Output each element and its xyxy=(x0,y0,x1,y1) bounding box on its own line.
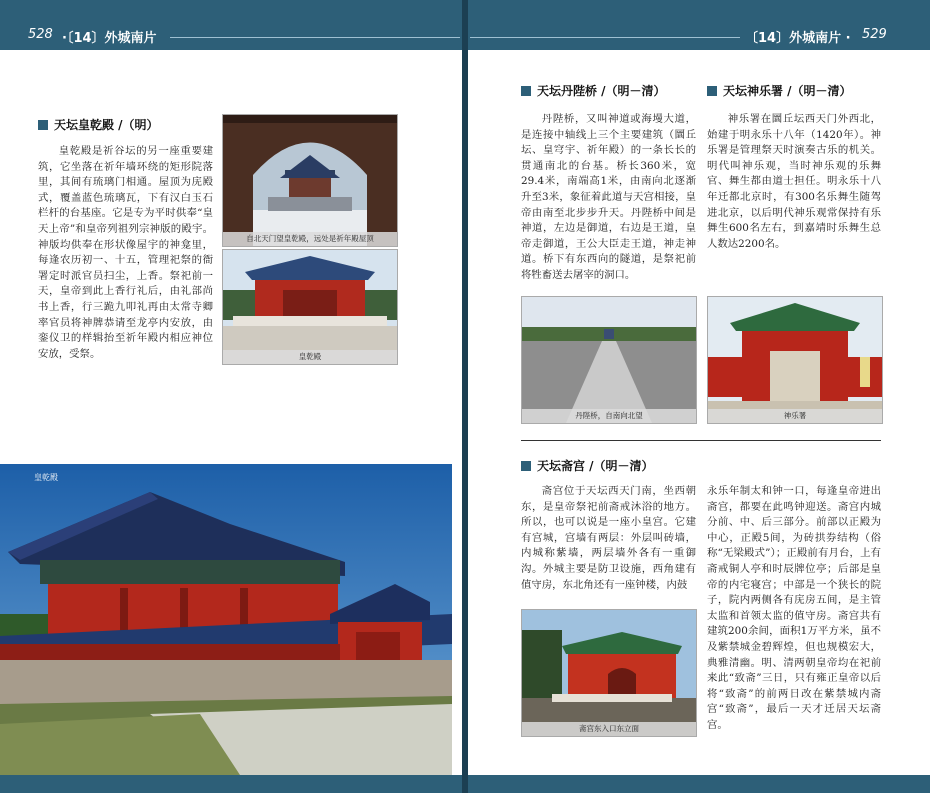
zhaigong-text-right xyxy=(707,484,881,734)
shenyueshu-caption: 神乐署 xyxy=(708,409,882,423)
huanggandian-text xyxy=(38,144,213,362)
zhaigong-caption: 斋宫东入口东立面 xyxy=(522,722,696,736)
danbiqiao-caption: 丹陛桥，自南向北望 xyxy=(522,409,696,423)
shenyueshu-text xyxy=(707,112,881,252)
huanggandian-small-image xyxy=(223,250,397,364)
shenyueshu-photo xyxy=(707,296,883,424)
book-spine xyxy=(462,0,468,793)
huanggandian-small-photo xyxy=(222,249,398,365)
left-page-number: 528 xyxy=(28,27,53,42)
huanggandian-large-image xyxy=(0,464,452,775)
danbiqiao-text xyxy=(521,112,696,284)
left-chapter-title: ·〔14〕外城南片 xyxy=(62,31,157,46)
zhaigong-heading xyxy=(521,457,654,474)
zhaigong-text-left xyxy=(521,484,696,593)
huanggandian-heading xyxy=(38,116,159,133)
huanggandian-small-caption: 皇乾殿 xyxy=(223,350,397,364)
zhaigong-paragraph-left: 斋宫位于天坛西天门南，坐西朝东，是皇帝祭祀前斋戒沐浴的地方。所以，也可以说是一座小皇宫。它建有宫城，宫墙有两层：外层叫砖墙，内城称紫墙，两层墙外各有一重御沟。外城主要是防卫设施，西角建有值守房，东北角还有一座钟楼，内鼓 xyxy=(521,485,696,591)
danbiqiao-paragraph: 丹陛桥，又叫神道或海墁大道，是连接中轴线上三个主要建筑（圜丘坛、皇穹宇、祈年殿）的一条长长的贯通南北的台基。桥长360米，宽29.4米，南端高1米，由南向北逐渐升至3米，象征着此道与天宫相接，皇帝由南至北步步升天。丹陛桥中间是神道，左边是御道，右边是王道，皇帝走御道，王公大臣走王道，神走神道。桥下有东西向的隧道，是祭祀前将牲畜送去屠宰的洞口。 xyxy=(521,113,696,281)
zhaigong-paragraph-right: 永乐年制太和钟一口，每逢皇帝进出斋宫，都要在此鸣钟迎送。斋宫内城分前、中、后三部分。前部以正殿为中心，正殿5间，为砖拱券结构（俗称“无梁殿式”）；正殿前有月台，上有斋戒铜人亭和时辰牌位亭；后部是皇帝的内宅寝宫；中部是一个狭长的院子，院内两侧各有庑房五间，是主管太监和首领太监的值守房。斋宫共有建筑200余间，面积1万平方米，虽不及紫禁城金碧辉煌，但也规模宏大，典雅清幽。明、清两朝皇帝均在祀前来此“致斋”三日，只有雍正皇帝以后将“致斋”的前两日改在紫禁城内斋宫“致斋”，最后一天才迁居天坛斋宫。 xyxy=(707,485,881,731)
gate-view-image xyxy=(223,115,397,246)
zhaigong-title: 天坛斋宫 /（明－清） xyxy=(537,459,654,473)
zhaigong-photo xyxy=(521,609,697,737)
shenyueshu-image xyxy=(708,297,882,423)
section-marker-icon xyxy=(38,120,48,130)
section-divider xyxy=(521,440,881,441)
huanggandian-large-caption: 皇乾殿 xyxy=(34,473,58,482)
section-marker-icon xyxy=(521,86,531,96)
gate-view-photo xyxy=(222,114,398,247)
gate-view-caption: 自北天门望皇乾殿，远处是祈年殿屋顶 xyxy=(223,232,397,246)
right-footer-bar xyxy=(468,775,930,793)
left-footer-bar xyxy=(0,775,462,793)
left-header-rule xyxy=(170,37,460,38)
danbiqiao-photo xyxy=(521,296,697,424)
huanggandian-title: 天坛皇乾殿 /（明） xyxy=(54,118,159,132)
section-marker-icon xyxy=(521,461,531,471)
right-chapter-title: 〔14〕外城南片 · xyxy=(745,31,851,46)
zhaigong-image xyxy=(522,610,696,736)
shenyueshu-paragraph: 神乐署在圜丘坛西天门外西北，始建于明永乐十八年（1420年）。神乐署是管理祭天时演奏古乐的机关。明代叫神乐观，当时神乐观的乐舞官、舞生都由道士担任。明永乐十八年迁都北京时，有300名乐舞生随驾进北京，以后明代神乐观常保持有乐舞生600名左右，到嘉靖时乐舞生总人数达2200名。 xyxy=(707,113,881,250)
danbiqiao-image xyxy=(522,297,696,423)
shenyueshu-heading xyxy=(707,82,852,99)
danbiqiao-heading xyxy=(521,82,666,99)
huanggandian-paragraph: 皇乾殿是祈谷坛的另一座重要建筑，它坐落在祈年墙环绕的矩形院落里，其间有琉璃门相通。屋顶为庑殿式，覆盖蓝色琉璃瓦，下有汉白玉石栏杆的台基座。它是专为平时供奉“皇天上帝”和皇帝列祖列宗神版的殿宇。神版均供奉在形状像屋宇的神龛里，每逢农历初一、十五，管理祀祭的衙署定时派官员扫尘，上香。祭祀前一天，皇帝到此上香行礼后，由礼部尚书上香，行三跪九叩礼再由太常寺卿率官员将神牌恭请至龙亭内安放，由銮仪卫的样辑抬至祈年殿内相应神位安放，受祭。 xyxy=(38,145,213,360)
huanggandian-large-photo xyxy=(0,464,452,775)
danbiqiao-title: 天坛丹陛桥 /（明－清） xyxy=(537,84,666,98)
right-header-bar xyxy=(468,0,930,50)
right-page-number: 529 xyxy=(862,27,887,42)
right-header-rule xyxy=(470,37,740,38)
shenyueshu-title: 天坛神乐署 /（明－清） xyxy=(723,84,852,98)
section-marker-icon xyxy=(707,86,717,96)
